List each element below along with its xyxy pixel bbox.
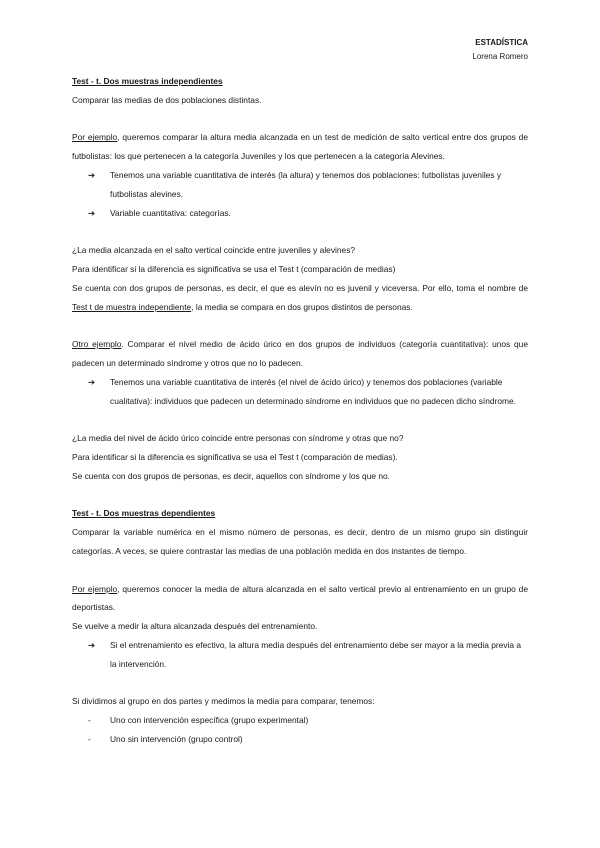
groups2-text: Se cuenta con dos grupos de personas, es decir, aquellos con síndrome y los que no.: [72, 470, 390, 481]
bullet-text: Tenemos una variable cuantitativa de interés (la altura) y tenemos dos poblaciones: futbolistas juveniles y futbolistas alevines.: [110, 169, 502, 199]
bullet-text: Si el entrenamiento es efectivo, la altura media después del entrenamiento debe ser mayor a la media previa a la intervención.: [110, 639, 522, 669]
bullet-text: Variable cuantitativa: categorías.: [110, 207, 231, 218]
header-author: Lorena Romero: [472, 52, 528, 61]
bullet-text: Tenemos una variable cuantitativa de interés (el nivel de ácido úrico) y tenemos dos poblaciones (variable cualitativa): individuos que padecen un determinado síndrome en individuos que no padecen dicho síndrome.: [110, 376, 516, 406]
dash-text: Uno sin intervención (grupo control): [110, 733, 243, 744]
list-item: [88, 711, 528, 730]
list-item: [88, 730, 528, 749]
identify-text: Para identificar si la diferencia es significativa se usa el Test t (comparación de medias): [72, 263, 396, 274]
groups-text-post: , la media se compara en dos grupos distintos de personas.: [191, 301, 413, 312]
right-arrow-icon: ➔: [88, 169, 96, 180]
list-item: [88, 373, 528, 411]
dash-marker: -: [88, 715, 91, 726]
example2-text: . Comparar el nivel medio de ácido úrico en dos grupos de individuos (categoría cuantitativa): unos que padecen un determinado síndrome y otros que no lo padecen.: [72, 339, 528, 368]
dash-text: Uno con intervención específica (grupo experimental): [110, 715, 309, 726]
document-body: [72, 72, 528, 749]
example-text: , queremos comparar la altura media alcanzada en un test de medición de salto vertical entre dos grupos de futbolistas: los que pertenecen a la categoría Juveniles y los que pertenecen a la categoría Alevines.: [72, 132, 528, 162]
list-item: [88, 204, 528, 223]
right-arrow-icon: ➔: [88, 376, 96, 387]
example2-label: Otro ejemplo: [72, 339, 122, 350]
dash-marker: -: [88, 733, 91, 744]
example3-paragraph: [72, 580, 528, 618]
groups-text-pre: Se cuenta con dos grupos de personas, es decir, el que es alevín no es juvenil y viceversa. Por ello, toma el nombre de: [72, 282, 528, 293]
section-title-dependent: Test - t. Dos muestras dependientes: [72, 508, 216, 519]
right-arrow-icon: ➔: [88, 639, 96, 650]
right-arrow-icon: ➔: [88, 207, 96, 218]
example-paragraph: [72, 128, 528, 166]
test-name: Test t de muestra independiente: [72, 301, 192, 312]
section-title-independent: Test - t. Dos muestras independientes: [72, 76, 223, 86]
example2-paragraph: [72, 335, 528, 373]
example3-text: , queremos conocer la media de altura alcanzada en el salto vertical previo al entrenamiento en un grupo de deportistas.: [72, 583, 528, 613]
example3-label: Por ejemplo: [72, 583, 118, 594]
header-subject: ESTADÍSTICA: [475, 38, 528, 47]
example-label: Por ejemplo: [72, 132, 118, 143]
list-item: [88, 636, 528, 674]
question2-text: ¿La media del nivel de ácido úrico coincide entre personas con síndrome y otras que no?: [72, 433, 404, 444]
groups-paragraph: [72, 279, 528, 317]
question-text: ¿La media alcanzada en el salto vertical coincide entre juveniles y alevines?: [72, 245, 356, 256]
identify2-text: Para identificar si la diferencia es significativa se usa el Test t (comparación de medias).: [72, 451, 398, 462]
page-header: [472, 36, 528, 64]
section2-intro: Comparar la variable numérica en el mismo número de personas, es decir, dentro de un mismo grupo sin distinguir categorías. A veces, se quiere contrastar las medias de una población medida en dos instantes de tiempo.: [72, 527, 528, 556]
list-item: [88, 166, 528, 204]
remeasure-text: Se vuelve a medir la altura alcanzada después del entrenamiento.: [72, 621, 318, 632]
section-intro: Comparar las medias de dos poblaciones distintas.: [72, 94, 262, 105]
divide-text: Si dividimos al grupo en dos partes y medimos la media para comparar, tenemos:: [72, 696, 375, 707]
